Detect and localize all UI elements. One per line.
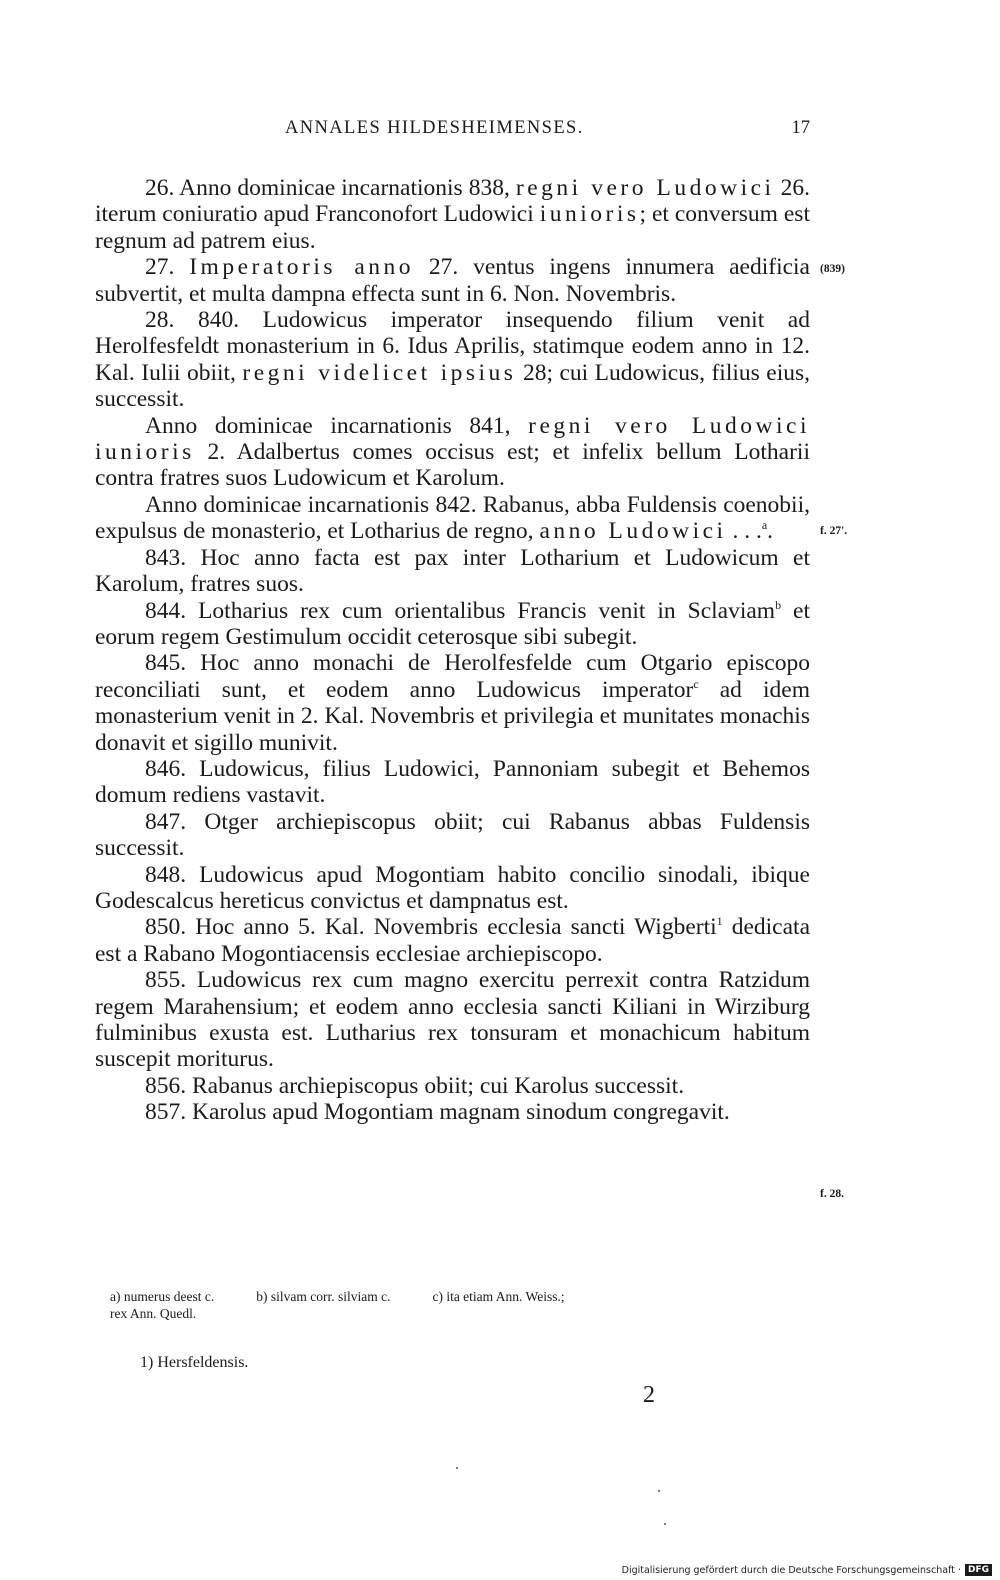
text-run: 845. Hoc anno monachi de Herolfesfelde cum Otgario episcopo reconciliati sunt, et eodem anno Ludowicus imperator	[95, 650, 810, 703]
scan-speck	[456, 1467, 458, 1469]
text-run: 844. Lotharius rex cum orientalibus Francis venit in Sclaviam	[145, 597, 776, 624]
annal-entry	[95, 914, 810, 967]
text-run: Anno dominicae incarnationis 842. Rabanus, abba Fuldensis coenobii, expulsus de monasterio, et Lotharius de regno,	[95, 491, 810, 545]
text-run: et eorum regem Gestimulum occidit ceterosque sibi subegit.	[95, 597, 811, 650]
text-run: regni vero Ludowici	[515, 175, 775, 201]
text-run: .	[767, 518, 774, 545]
margin-note-folio-28: f. 28.	[820, 1188, 844, 1200]
footnote-marker: c	[693, 676, 699, 691]
text-run: 857. Karolus apud Mogontiam magnam sinodum congregavit.	[145, 1099, 730, 1126]
annal-entry	[95, 492, 810, 545]
text-run: 2. Adalbertus comes occisus est; et infelix bellum Lotharii contra fratres suos Ludowicum et Karolum.	[95, 439, 810, 492]
text-run: 28. 840. Ludowicus imperator insequendo filium venit ad Herolfesfeldt monasterium in 6. Idus Aprilis, statimque eodem anno in 12. Kal. Iulii obiit,	[95, 307, 810, 386]
annal-entry	[95, 413, 810, 492]
scan-speck	[664, 1523, 666, 1525]
annal-entry	[95, 1073, 810, 1099]
footnote-c-continuation: rex Ann. Quedl.	[110, 1306, 197, 1321]
annal-entry	[95, 1099, 810, 1125]
margin-note-folio-27v: f. 27'.	[820, 525, 848, 537]
text-run: 847. Otger archiepiscopus obiit; cui Rabanus abbas Fuldensis successit.	[95, 808, 810, 862]
text-run: 28; cui Ludowicus, filius eius, successit.	[95, 359, 810, 413]
text-run: 850. Hoc anno 5. Kal. Novembris ecclesia sancti Wigberti	[145, 914, 717, 941]
text-run: . . .	[726, 518, 762, 545]
dfg-logo: DFG	[965, 1564, 992, 1576]
footnotes	[110, 1288, 810, 1322]
text-run: 26. iterum coniuratio apud Franconofort Ludowici	[95, 175, 810, 228]
footnote-c: c) ita etiam Ann. Weiss.;	[432, 1289, 565, 1304]
annal-entry	[95, 307, 810, 413]
credit-text: Digitalisierung gefördert durch die Deutsche Forschungsgemeinschaft ·	[621, 1564, 961, 1576]
reference-footnote: 1) Hersfeldensis.	[140, 1354, 249, 1371]
footnote-a: a) numerus deest c.	[110, 1289, 215, 1304]
text-run: 27.	[145, 254, 190, 281]
text-run: dedicata est a Rabano Mogontiacensis ecclesiae archiepiscopo.	[95, 914, 810, 967]
annal-entry	[95, 545, 810, 598]
annal-entry	[95, 862, 810, 915]
text-run: 27. ventus ingens innumera aedificia subvertit, et multa dampna effecta sunt in 6. Non. Novembris.	[95, 254, 810, 307]
footnote-marker: a	[761, 518, 768, 533]
digitization-credit	[622, 1564, 992, 1576]
footnote-b: b) silvam corr. silviam c.	[256, 1289, 391, 1304]
text-run: 855. Ludowicus rex cum magno exercitu perrexit contra Ratzidum regem Marahensium; et eodem anno ecclesia sancti Kiliani in Wirziburg fulminibus exusta est. Lutharius rex tonsuram et monachicum habitum suscepit moriturus.	[95, 967, 810, 1073]
scan-speck	[658, 1490, 660, 1492]
text-run: Anno dominicae incarnationis 841,	[145, 412, 529, 439]
text-run: ad idem monasterium venit in 2. Kal. Novembris et privilegia et munitates monachis donavit et sigillo munivit.	[95, 676, 810, 756]
text-run: 26. Anno dominicae incarnationis 838,	[145, 175, 516, 201]
running-title: ANNALES HILDESHEIMENSES.	[285, 118, 584, 138]
annal-entry	[95, 756, 810, 809]
footnote-marker: 1	[716, 914, 723, 929]
text-run: 846. Ludowicus, filius Ludowici, Pannoniam subegit et Behemos domum rediens vastavit.	[95, 755, 810, 809]
footnote-marker: b	[775, 597, 782, 612]
annal-entry	[95, 967, 810, 1073]
text-run: regni videlicet ipsius	[242, 359, 517, 386]
annal-entry	[95, 254, 810, 307]
annal-entry	[95, 650, 810, 756]
text-run: 843. Hoc anno facta est pax inter Lotharium et Ludowicum et Karolum, fratres suos.	[95, 544, 810, 598]
margin-note-year: (839)	[820, 263, 845, 275]
text-run: 856. Rabanus archiepiscopus obiit; cui Karolus successit.	[145, 1072, 685, 1099]
annal-entry	[95, 809, 810, 862]
text-run: regni vero Ludowici iunioris	[95, 412, 810, 466]
text-run: Imperatoris anno	[189, 254, 415, 281]
annal-entry	[95, 175, 810, 254]
annal-entry	[95, 598, 810, 651]
text-run: 848. Ludowicus apud Mogontiam habito concilio sinodali, ibique Godescalcus hereticus convictus et dampnatus est.	[95, 861, 810, 914]
text-run: anno Ludowici	[539, 518, 727, 545]
signature-mark: 2	[643, 1382, 655, 1408]
main-text	[95, 175, 810, 1126]
text-run: ; et conversum est regnum ad patrem eius.	[95, 201, 810, 254]
page-number: 17	[791, 118, 810, 138]
page-header	[95, 118, 810, 148]
text-run: iunioris	[539, 201, 640, 228]
